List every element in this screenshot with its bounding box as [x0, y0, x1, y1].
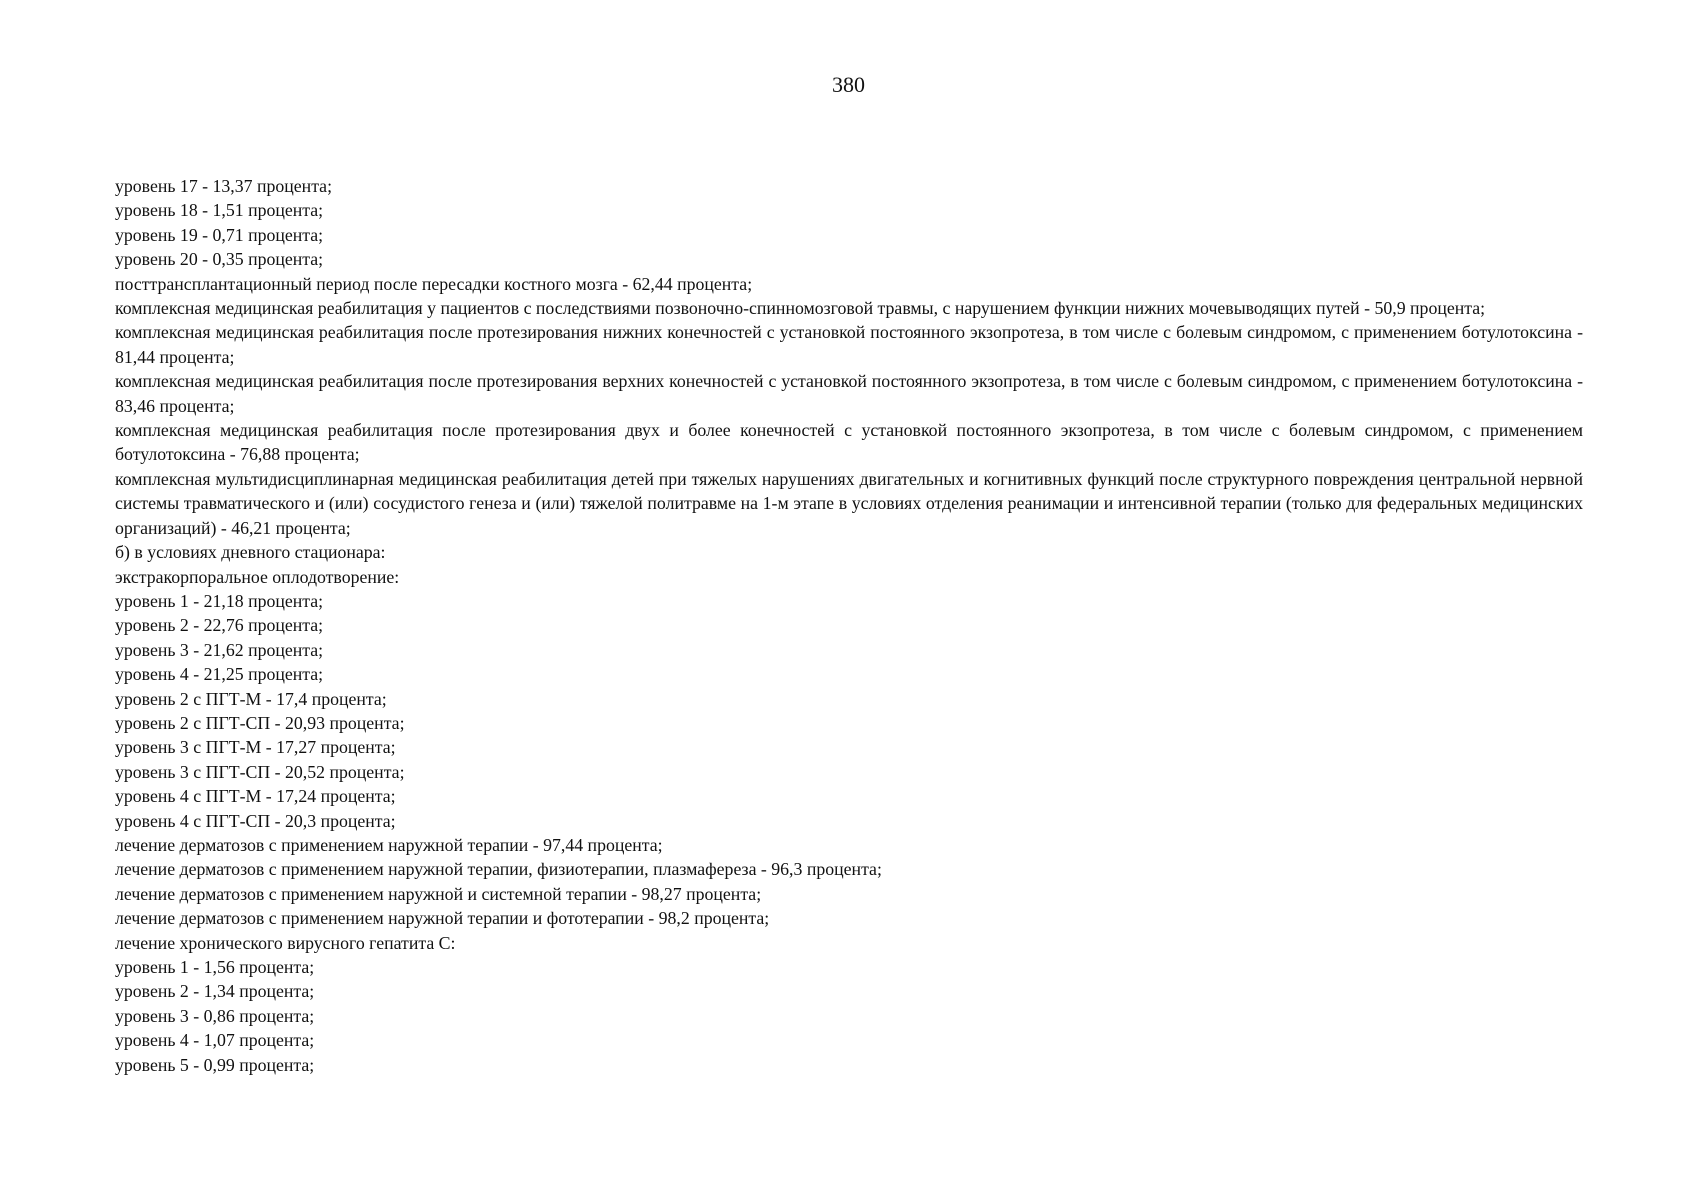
- text-paragraph: комплексная медицинская реабилитация после протезирования нижних конечностей с установкой постоянного экзопротеза, в том числе с болевым синдромом, с применением ботулотоксина - 81,44 процента;: [115, 322, 1583, 367]
- text-line: лечение дерматозов с применением наружной терапии и фототерапии - 98,2 процента;: [115, 908, 770, 929]
- text-line: уровень 19 - 0,71 процента;: [115, 224, 324, 245]
- text-paragraph: комплексная мультидисциплинарная медицинская реабилитация детей при тяжелых нарушениях двигательных и когнитивных функций после структурного повреждения центральной нервной системы травматического и (или) сосудистого генеза и (или) тяжелой политравме на 1-м этапе в условиях отделения реанимации и интенсивной терапии (только для федеральных медицинских организаций) - 46,21 процента;: [115, 468, 1583, 538]
- text-line: уровень 3 - 0,86 процента;: [115, 1005, 315, 1026]
- section-heading: б) в условиях дневного стационара:: [115, 542, 386, 563]
- text-paragraph: комплексная медицинская реабилитация после протезирования двух и более конечностей с установкой постоянного экзопротеза, в том числе с болевым синдромом, с применением ботулотоксина - 76,88 процента;: [115, 420, 1583, 465]
- text-line: уровень 4 с ПГТ-М - 17,24 процента;: [115, 786, 396, 807]
- text-line: уровень 2 - 22,76 процента;: [115, 615, 324, 636]
- page-number: 380: [832, 72, 865, 97]
- text-line: уровень 5 - 0,99 процента;: [115, 1054, 315, 1075]
- text-line: уровень 2 с ПГТ-СП - 20,93 процента;: [115, 712, 405, 733]
- text-line: уровень 2 с ПГТ-М - 17,4 процента;: [115, 688, 387, 709]
- text-line: лечение дерматозов с применением наружной и системной терапии - 98,27 процента;: [115, 883, 762, 904]
- subsection-heading: лечение хронического вирусного гепатита C:: [115, 932, 456, 953]
- text-paragraph: комплексная медицинская реабилитация после протезирования верхних конечностей с установкой постоянного экзопротеза, в том числе с болевым синдромом, с применением ботулотоксина - 83,46 процента;: [115, 371, 1583, 416]
- text-line: уровень 2 - 1,34 процента;: [115, 981, 315, 1002]
- text-line: уровень 3 - 21,62 процента;: [115, 639, 324, 660]
- text-line: уровень 3 с ПГТ-СП - 20,52 процента;: [115, 761, 405, 782]
- text-paragraph: комплексная медицинская реабилитация у пациентов с последствиями позвоночно-спинномозговой травмы, с нарушением функции нижних мочевыводящих путей - 50,9 процента;: [115, 298, 1486, 319]
- text-line: посттрансплантационный период после пересадки костного мозга - 62,44 процента;: [115, 273, 753, 294]
- text-line: уровень 4 с ПГТ-СП - 20,3 процента;: [115, 810, 396, 831]
- text-line: уровень 4 - 21,25 процента;: [115, 664, 324, 685]
- text-line: уровень 3 с ПГТ-М - 17,27 процента;: [115, 737, 396, 758]
- text-line: уровень 4 - 1,07 процента;: [115, 1030, 315, 1051]
- text-line: уровень 18 - 1,51 процента;: [115, 200, 324, 221]
- text-line: уровень 17 - 13,37 процента;: [115, 176, 333, 196]
- text-line: лечение дерматозов с применением наружной терапии - 97,44 процента;: [115, 834, 663, 855]
- text-line: лечение дерматозов с применением наружной терапии, физиотерапии, плазмафереза - 96,3 процента;: [115, 859, 882, 880]
- subsection-heading: экстракорпоральное оплодотворение:: [115, 566, 400, 587]
- text-line: уровень 1 - 21,18 процента;: [115, 590, 324, 611]
- text-line: уровень 1 - 1,56 процента;: [115, 957, 315, 977]
- document-body: [115, 174, 1583, 1077]
- text-line: уровень 20 - 0,35 процента;: [115, 249, 324, 270]
